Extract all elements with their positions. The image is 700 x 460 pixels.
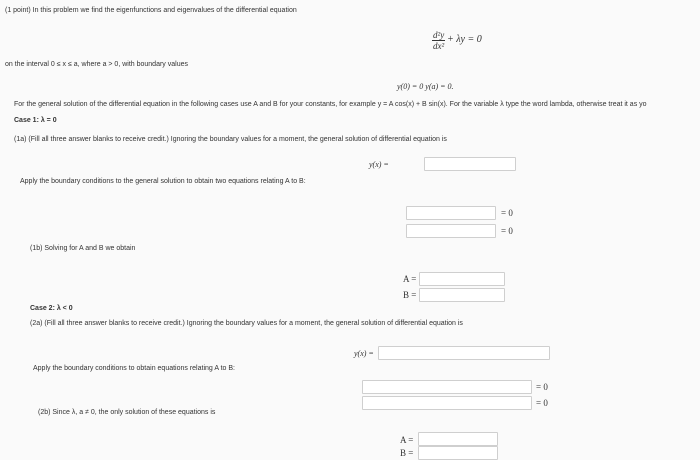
case2-yx-label: y(x) = (354, 349, 374, 358)
case1-general-solution-input[interactable] (424, 157, 516, 171)
problem-intro: (1 point) In this problem we find the eigenfunctions and eigenvalues of the differential equation (5, 7, 297, 14)
case2-equation1-input[interactable] (362, 380, 532, 394)
case1-part-a: (1a) (Fill all three answer blanks to receive credit.) Ignoring the boundary values for a moment, the general solution of differential equation is (14, 136, 447, 143)
case2-general-solution-input[interactable] (378, 346, 550, 360)
case1-part-b: (1b) Solving for A and B we obtain (30, 245, 136, 252)
case1-title: Case 1: λ = 0 (14, 117, 57, 124)
case2-part-a: (2a) (Fill all three answer blanks to receive credit.) Ignoring the boundary values for a moment, the general solution of differential equation is (30, 320, 463, 327)
equation-rest: + λy = 0 (446, 34, 482, 46)
equation-denominator: dx² (433, 41, 445, 51)
equation-numerator: d²y (433, 30, 445, 40)
case2-b-label: B = (400, 448, 414, 458)
case2-apply-text: Apply the boundary conditions to obtain equations relating A to B: (33, 365, 235, 372)
case1-eq1-suffix: = 0 (501, 208, 513, 218)
differential-equation (432, 30, 482, 51)
case2-a-input[interactable] (418, 432, 498, 446)
case2-part-b: (2b) Since λ, a ≠ 0, the only solution of these equations is (38, 409, 216, 416)
case2-equation2-input[interactable] (362, 396, 532, 410)
interval-text: on the interval 0 ≤ x ≤ a, where a > 0, with boundary values (5, 61, 188, 68)
case2-b-input[interactable] (418, 446, 498, 460)
case2-a-label: A = (400, 435, 414, 445)
boundary-values: y(0) = 0 y(a) = 0. (397, 82, 454, 91)
case2-eq2-suffix: = 0 (536, 398, 548, 408)
case2-title: Case 2: λ < 0 (30, 305, 73, 312)
general-note: For the general solution of the differential equation in the following cases use A and B for your constants, for example y = A cos(x) + B sin(x). For the variable λ type the word lambda, otherwise treat it as yo (14, 101, 647, 108)
case1-b-input[interactable] (419, 288, 505, 302)
case1-eq2-suffix: = 0 (501, 226, 513, 236)
case1-equation1-input[interactable] (406, 206, 496, 220)
case2-eq1-suffix: = 0 (536, 382, 548, 392)
case1-a-input[interactable] (419, 272, 505, 286)
case1-yx-label: y(x) = (369, 160, 389, 169)
case1-b-label: B = (403, 290, 417, 300)
case1-a-label: A = (403, 274, 417, 284)
case1-apply-text: Apply the boundary conditions to the general solution to obtain two equations relating A to B: (20, 178, 306, 185)
case1-equation2-input[interactable] (406, 224, 496, 238)
